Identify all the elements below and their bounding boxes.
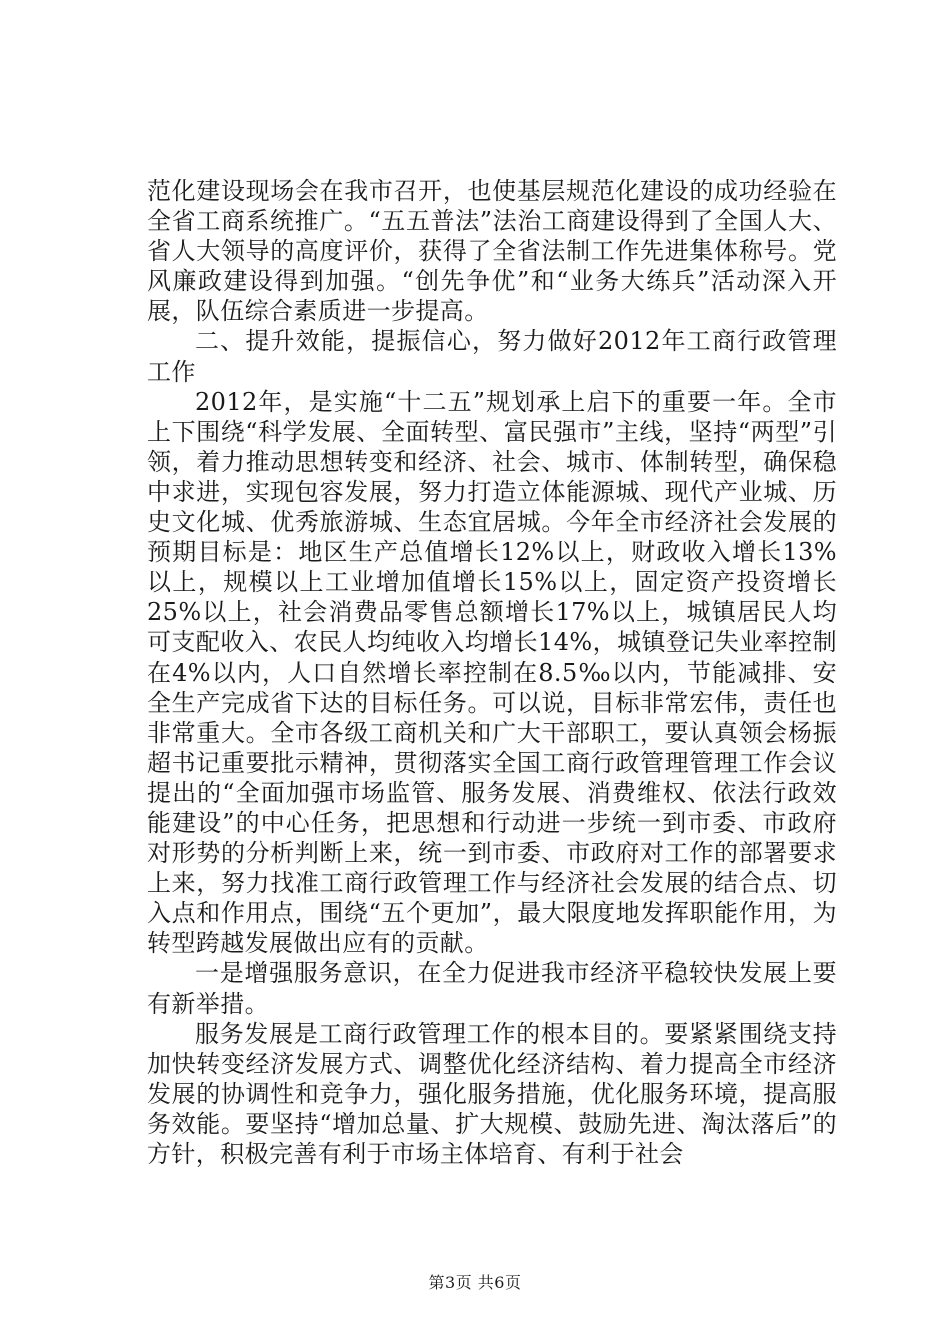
paragraph-3: 2012年，是实施“十二五”规划承上启下的重要一年。全市上下围绕“科学发展、全面转型、富民强市”主线，坚持“两型”引领，着力推动思想转变和经济、社会、城市、体制转型，确保稳中求进，实现包容发展，努力打造立体能源城、现代产业城、历史文化城、优秀旅游城、生态宜居城。今年全市经济社会发展的预期目标是：地区生产总值增长12%以上，财政收入增长13%以上，规模以上工业增加值增长15%以上，固定资产投资增长25%以上，社会消费品零售总额增长17%以上，城镇居民人均可支配收入、农民人均纯收入均增长14%，城镇登记失业率控制在4%以内，人口自然增长率控制在8.5‰以内，节能减排、安全生产完成省下达的目标任务。可以说，目标非常宏伟，责任也非常重大。全市各级工商机关和广大干部职工，要认真领会杨振超书记重要批示精神，贯彻落实全国工商行政管理管理工作会议提出的“全面加强市场监管、服务发展、消费维权、依法行政效能建设”的中心任务，把思想和行动进一步统一到市委、市政府对形势的分析判断上来，统一到市委、市政府对工作的部署要求上来，努力找准工商行政管理工作与经济社会发展的结合点、切入点和作用点，围绕“五个更加”，最大限度地发挥职能作用，为转型跨越发展做出应有的贡献。 bbox=[147, 387, 837, 958]
paragraph-1: 范化建设现场会在我市召开，也使基层规范化建设的成功经验在全省工商系统推广。“五五普法”法治工商建设得到了全国人大、省人大领导的高度评价，获得了全省法制工作先进集体称号。党风廉政建设得到加强。“创先争优”和“业务大练兵”活动深入开展，队伍综合素质进一步提高。 bbox=[147, 177, 837, 326]
paragraph-5: 服务发展是工商行政管理工作的根本目的。要紧紧围绕支持加快转变经济发展方式、调整优化经济结构、着力提高全市经济发展的协调性和竞争力，强化服务措施，优化服务环境，提高服务效能。要坚持“增加总量、扩大规模、鼓励先进、淘汰落后”的方针，积极完善有利于市场主体培育、有利于社会 bbox=[147, 1019, 837, 1168]
page-number-footer: 第3页 共6页 bbox=[428, 1273, 522, 1292]
paragraph-2-heading: 二、提升效能，提振信心，努力做好2012年工商行政管理工作 bbox=[147, 327, 837, 386]
document-body bbox=[147, 176, 837, 1169]
paragraph-4-subheading: 一是增强服务意识，在全力促进我市经济平稳较快发展上要有新举措。 bbox=[147, 959, 837, 1018]
